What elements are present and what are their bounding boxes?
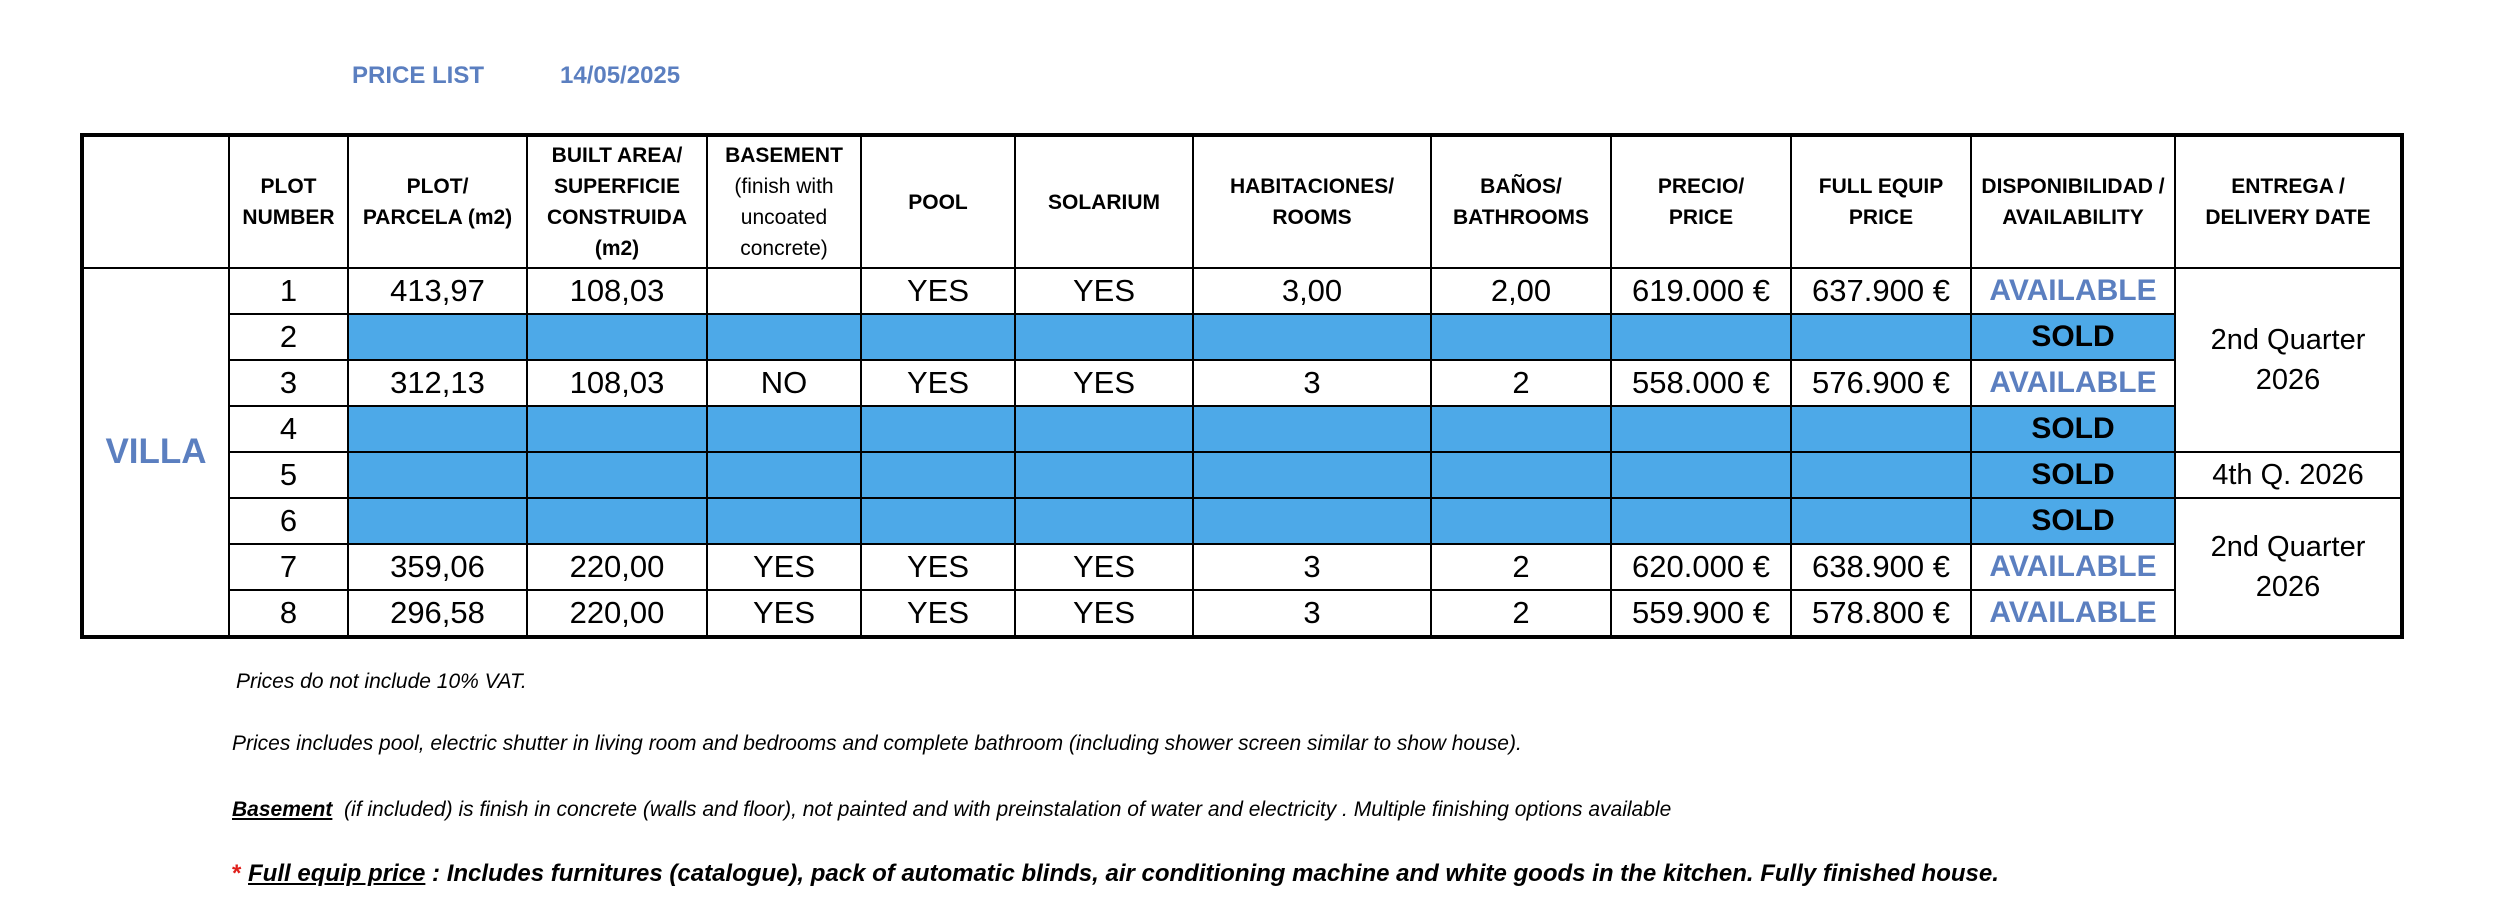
pool-cell: [861, 452, 1015, 498]
full-equip-note-label: Full equip price: [248, 860, 426, 887]
plot-number-cell: 8: [229, 590, 348, 637]
full-equip-note: [232, 860, 1999, 888]
price-cell: [1611, 314, 1791, 360]
availability-badge: AVAILABLE: [1971, 544, 2175, 590]
header-full-equip-price: FULL EQUIP PRICE: [1791, 135, 1971, 268]
table-row: [82, 452, 2402, 498]
plot-area-cell: 296,58: [348, 590, 527, 637]
basement-note-label: Basement: [232, 798, 333, 821]
price-cell: 558.000 €: [1611, 360, 1791, 406]
pool-cell: [861, 406, 1015, 452]
table-row: [82, 314, 2402, 360]
header-basement-title: BASEMENT: [725, 144, 843, 167]
plot-area-cell: [348, 452, 527, 498]
basement-cell: [707, 268, 861, 314]
built-area-cell: [527, 314, 707, 360]
villa-group-label: VILLA: [82, 268, 229, 637]
rooms-cell: [1193, 406, 1431, 452]
plot-area-cell: 312,13: [348, 360, 527, 406]
price-list-date: 14/05/2025: [560, 62, 681, 89]
pool-cell: YES: [861, 590, 1015, 637]
delivery-date-cell: 2nd Quarter 2026: [2175, 498, 2402, 637]
price-cell: 559.900 €: [1611, 590, 1791, 637]
availability-badge: SOLD: [1971, 406, 2175, 452]
price-cell: 620.000 €: [1611, 544, 1791, 590]
full-equip-price-cell: [1791, 406, 1971, 452]
bathrooms-cell: 2,00: [1431, 268, 1611, 314]
price-cell: [1611, 452, 1791, 498]
rooms-cell: 3: [1193, 360, 1431, 406]
plot-number-cell: 6: [229, 498, 348, 544]
header-plot-number: PLOT NUMBER: [229, 135, 348, 268]
basement-cell: NO: [707, 360, 861, 406]
price-cell: [1611, 406, 1791, 452]
solarium-cell: [1015, 452, 1193, 498]
bathrooms-cell: 2: [1431, 544, 1611, 590]
availability-badge: SOLD: [1971, 452, 2175, 498]
rooms-cell: 3: [1193, 590, 1431, 637]
plot-number-cell: 3: [229, 360, 348, 406]
built-area-cell: [527, 498, 707, 544]
plot-area-cell: [348, 498, 527, 544]
table-row: [82, 590, 2402, 637]
pool-cell: [861, 314, 1015, 360]
header-plot-area: PLOT/ PARCELA (m2): [348, 135, 527, 268]
header-pool: POOL: [861, 135, 1015, 268]
pool-cell: YES: [861, 268, 1015, 314]
bathrooms-cell: [1431, 314, 1611, 360]
asterisk-icon: *: [232, 860, 242, 887]
solarium-cell: YES: [1015, 360, 1193, 406]
availability-badge: AVAILABLE: [1971, 268, 2175, 314]
basement-cell: YES: [707, 590, 861, 637]
basement-cell: [707, 498, 861, 544]
table-row: [82, 406, 2402, 452]
table-row: [82, 498, 2402, 544]
price-cell: [1611, 498, 1791, 544]
availability-badge: AVAILABLE: [1971, 360, 2175, 406]
price-cell: 619.000 €: [1611, 268, 1791, 314]
full-equip-price-cell: [1791, 314, 1971, 360]
plot-area-cell: [348, 314, 527, 360]
plot-number-cell: 1: [229, 268, 348, 314]
basement-note-text: (if included) is finish in concrete (walls and floor), not painted and with preinstalation of water and electricity . Multiple finishing options available: [332, 798, 1672, 821]
table-row: [82, 360, 2402, 406]
plot-area-cell: [348, 406, 527, 452]
basement-cell: [707, 406, 861, 452]
full-equip-note-text: : Includes furnitures (catalogue), pack of automatic blinds, air conditioning machine and white goods in the kitchen. Fully finished house.: [425, 860, 1999, 887]
pool-cell: [861, 498, 1015, 544]
rooms-cell: 3,00: [1193, 268, 1431, 314]
basement-note: [232, 798, 1671, 822]
header-basement-sub: (finish with uncoated concrete): [734, 175, 834, 260]
solarium-cell: [1015, 498, 1193, 544]
full-equip-price-cell: 578.800 €: [1791, 590, 1971, 637]
delivery-date-cell: 2nd Quarter 2026: [2175, 268, 2402, 452]
plot-area-cell: 413,97: [348, 268, 527, 314]
bathrooms-cell: [1431, 452, 1611, 498]
header-blank: [82, 135, 229, 268]
built-area-cell: 108,03: [527, 360, 707, 406]
header-solarium: SOLARIUM: [1015, 135, 1193, 268]
bathrooms-cell: 2: [1431, 360, 1611, 406]
bathrooms-cell: 2: [1431, 590, 1611, 637]
pool-cell: YES: [861, 360, 1015, 406]
plot-number-cell: 7: [229, 544, 348, 590]
built-area-cell: 108,03: [527, 268, 707, 314]
basement-cell: [707, 452, 861, 498]
bathrooms-cell: [1431, 406, 1611, 452]
header-row: [82, 135, 2402, 268]
solarium-cell: [1015, 314, 1193, 360]
full-equip-price-cell: 638.900 €: [1791, 544, 1971, 590]
availability-badge: AVAILABLE: [1971, 590, 2175, 637]
rooms-cell: 3: [1193, 544, 1431, 590]
plot-number-cell: 5: [229, 452, 348, 498]
header-availability: DISPONIBILIDAD / AVAILABILITY: [1971, 135, 2175, 268]
basement-cell: YES: [707, 544, 861, 590]
solarium-cell: YES: [1015, 268, 1193, 314]
delivery-date-cell: 4th Q. 2026: [2175, 452, 2402, 498]
header-delivery-date: ENTREGA / DELIVERY DATE: [2175, 135, 2402, 268]
basement-cell: [707, 314, 861, 360]
full-equip-price-cell: 576.900 €: [1791, 360, 1971, 406]
availability-badge: SOLD: [1971, 498, 2175, 544]
solarium-cell: [1015, 406, 1193, 452]
rooms-cell: [1193, 314, 1431, 360]
header-basement: [707, 135, 861, 268]
header-built-area: BUILT AREA/ SUPERFICIE CONSTRUIDA (m2): [527, 135, 707, 268]
header-price: PRECIO/ PRICE: [1611, 135, 1791, 268]
plot-number-cell: 2: [229, 314, 348, 360]
built-area-cell: [527, 406, 707, 452]
rooms-cell: [1193, 452, 1431, 498]
rooms-cell: [1193, 498, 1431, 544]
availability-badge: SOLD: [1971, 314, 2175, 360]
solarium-cell: YES: [1015, 590, 1193, 637]
table-row: [82, 544, 2402, 590]
bathrooms-cell: [1431, 498, 1611, 544]
includes-note: Prices includes pool, electric shutter in living room and bedrooms and complete bathroom (including shower screen similar to show house).: [232, 732, 1522, 755]
built-area-cell: 220,00: [527, 544, 707, 590]
vat-note: Prices do not include 10% VAT.: [236, 670, 527, 693]
plot-area-cell: 359,06: [348, 544, 527, 590]
full-equip-price-cell: 637.900 €: [1791, 268, 1971, 314]
price-table: [80, 133, 2404, 639]
full-equip-price-cell: [1791, 498, 1971, 544]
header-bathrooms: BAÑOS/ BATHROOMS: [1431, 135, 1611, 268]
table-row: [82, 268, 2402, 314]
full-equip-price-cell: [1791, 452, 1971, 498]
solarium-cell: YES: [1015, 544, 1193, 590]
price-list-title: PRICE LIST: [352, 62, 485, 89]
plot-number-cell: 4: [229, 406, 348, 452]
pool-cell: YES: [861, 544, 1015, 590]
header-rooms: HABITACIONES/ ROOMS: [1193, 135, 1431, 268]
built-area-cell: [527, 452, 707, 498]
built-area-cell: 220,00: [527, 590, 707, 637]
